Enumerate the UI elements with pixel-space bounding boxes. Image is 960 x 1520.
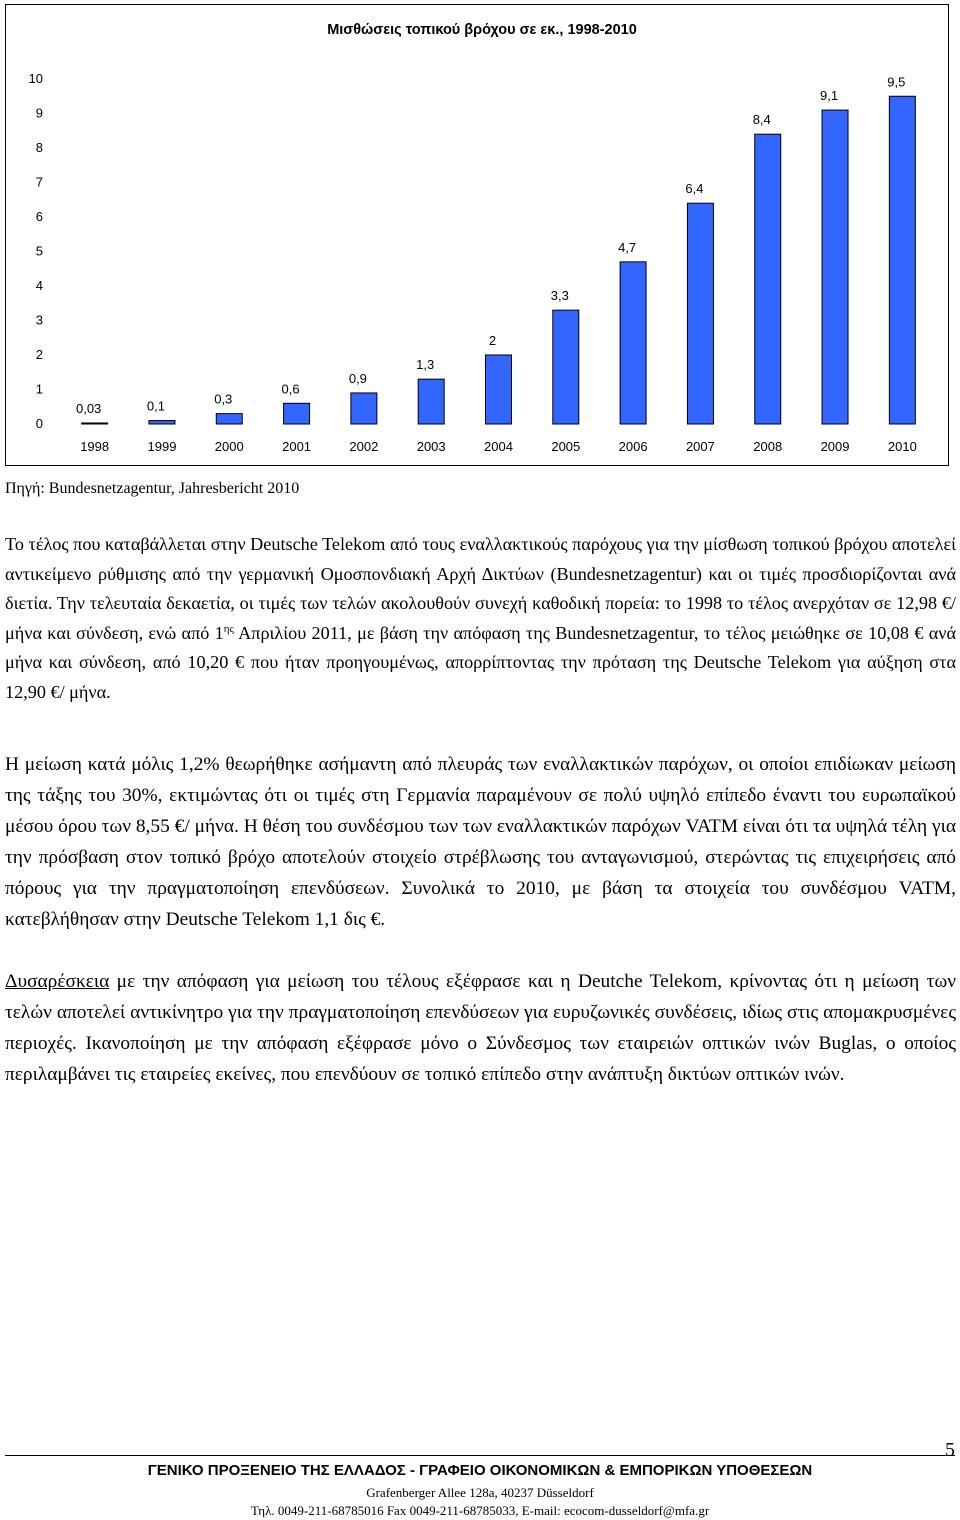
data-label: 8,4 xyxy=(752,112,771,128)
x-tick-label: 1998 xyxy=(80,439,110,454)
paragraph-1-text-continued: Απριλίου 2011, με βάση την απόφαση της Bundesnetzagentur, το τέλος μειώθηκε σε 10,08 € ανά μήνα και σύνδεση, από 10,20 € που ήταν προηγουμένως, απορρίπτοντας την πρόταση της Deutsche Telekom για αύξηση στα 12,90 €/ μήνα. xyxy=(5,622,956,702)
bar xyxy=(486,355,512,424)
data-label: 9,5 xyxy=(887,74,906,90)
bar xyxy=(889,96,915,424)
data-label: 9,1 xyxy=(819,88,839,104)
paragraph-1 xyxy=(5,530,956,707)
x-tick-label: 2010 xyxy=(887,439,917,454)
y-tick-label: 10 xyxy=(28,71,43,86)
bar xyxy=(620,262,646,424)
footer-contact: Τηλ. 0049-211-68785016 Fax 0049-211-68785033, E-mail: ecocom-dusseldorf@mfa.gr xyxy=(250,1503,710,1518)
superscript-ordinal: ης xyxy=(223,622,234,635)
footer-organization: ΓΕΝΙΚΟ ΠΡΟΞΕΝΕΙΟ ΤΗΣ ΕΛΛΑΔΟΣ - ΓΡΑΦΕΙΟ ΟΙΚΟΝΟΜΙΚΩΝ & ΕΜΠΟΡΙΚΩΝ ΥΠΟΘΕΣΕΩΝ xyxy=(147,1462,813,1479)
y-tick-label: 3 xyxy=(35,312,43,328)
data-label: 4,7 xyxy=(618,239,637,255)
x-tick-label: 2002 xyxy=(349,439,379,454)
y-tick-label: 4 xyxy=(35,278,43,293)
data-label: 3,3 xyxy=(550,288,569,304)
y-tick-label: 9 xyxy=(35,105,43,121)
data-label: 0,03 xyxy=(75,400,102,416)
bar xyxy=(553,310,579,424)
x-tick-label: 2008 xyxy=(753,439,783,454)
bar xyxy=(216,414,242,424)
bar xyxy=(149,421,175,424)
y-tick-label: 2 xyxy=(35,347,43,362)
bar xyxy=(418,379,444,424)
x-tick-label: 2006 xyxy=(618,439,648,454)
bar xyxy=(755,134,781,424)
chart-title: Μισθώσεις τοπικού βρόχου σε εκ., 1998-2010 xyxy=(327,22,637,38)
bar xyxy=(687,203,713,424)
bar xyxy=(822,110,848,424)
data-label: 0,6 xyxy=(281,381,300,397)
paragraph-3-text: με την απόφαση για μείωση του τέλους εξέφρασε και η Deutche Telekom, κρίνοντας ότι η μείωση των τελών αποτελεί αντικίνητρο για την πραγματοποίηση επενδύσεων για ευρυζωνικές συνδέσεις, ιδίως στις απομακρυσμένες περιοχές. Ικανοποίηση με την απόφαση εξέφρασε μόνο ο Σύνδεσμος των εταιρειών οπτικών ινών Buglas, ο οποίος περιλαμβάνει τις εταιρείες εκείνες, που επενδύουν σε τοπικό επίπεδο στην ανάπτυξη δικτύων οπτικών ινών. xyxy=(5,971,956,1085)
underlined-word: Δυσαρέσκεια xyxy=(5,971,110,992)
y-tick-label: 5 xyxy=(35,243,43,259)
chart-container xyxy=(5,4,949,466)
page-number: 5 xyxy=(945,1439,955,1461)
data-label: 0,3 xyxy=(214,391,233,407)
data-label: 6,4 xyxy=(685,181,704,197)
x-tick-label: 2003 xyxy=(416,439,446,454)
x-tick-label: 2007 xyxy=(685,439,715,454)
x-tick-label: 2000 xyxy=(214,439,244,454)
x-tick-label: 2009 xyxy=(820,439,850,454)
x-tick-label: 2001 xyxy=(282,439,312,454)
x-axis-labels xyxy=(80,439,917,454)
data-label: 0,9 xyxy=(348,370,367,386)
y-tick-label: 0 xyxy=(35,416,43,431)
paragraph-2: Η μείωση κατά μόλις 1,2% θεωρήθηκε ασήμαντη από πλευράς των εναλλακτικών παρόχων, οι οποίοι επιδίωκαν μείωση της τάξης του 30%, εκτιμώντας ότι οι τιμές στη Γερμανία παραμένουν σε πολύ υψηλό επίπεδο έναντι του ευρωπαϊκού μέσου όρου των 8,55 €/ μήνα. Η θέση του συνδέσμου των των εναλλακτικών παρόχων VATM είναι ότι τα υψηλά τέλη για την πρόσβαση στον τοπικό βρόχο αποτελούν στοιχείο στρέβλωσης του ανταγωνισμού, στερώντας τις επιχειρήσεις από πόρους για την πραγματοποίηση επενδύσεων. Συνολικά το 2010, με βάση τα στοιχεία του συνδέσμου VATM, κατεβλήθησαν στην Deutsche Telekom 1,1 δις €. xyxy=(5,754,956,930)
x-tick-label: 1999 xyxy=(147,439,177,454)
paragraph-1-text: Το τέλος που καταβάλλεται στην Deutsche Telekom από τους εναλλακτικούς παρόχους για την μίσθωση τοπικού βρόχου αποτελεί αντικείμενο ρύθμισης από την γερμανική Ομοσπονδιακή Αρχή Δικτύων (Bundesnetzagentur) και οι τιμές προσδιορίζονται ανά διετία. Την τελευταία δεκαετία, οι τιμές των τελών ακολουθούν συνεχή καθοδική πορεία: το 1998 το τέλος ανερχόταν σε 12,98 €/μήνα και σύνδεση, ενώ από 1 xyxy=(5,534,956,643)
y-tick-label: 8 xyxy=(35,140,43,155)
data-label: 1,3 xyxy=(416,357,435,373)
page-footer xyxy=(0,1435,960,1520)
data-label: 2 xyxy=(488,333,497,348)
y-axis xyxy=(29,71,43,431)
paragraph-3 xyxy=(5,966,956,1090)
source-note: Πηγή: Bundesnetzagentur, Jahresbericht 2010 xyxy=(5,480,300,497)
footer-address: Grafenberger Allee 128a, 40237 Düsseldorf xyxy=(366,1485,594,1500)
y-tick-label: 7 xyxy=(35,174,43,190)
bar xyxy=(82,423,108,424)
x-tick-label: 2005 xyxy=(551,439,581,454)
bar xyxy=(351,393,377,424)
bar-chart xyxy=(6,5,948,465)
y-tick-label: 6 xyxy=(35,209,43,224)
footer-divider xyxy=(5,1455,955,1456)
y-tick-label: 1 xyxy=(35,381,43,397)
x-tick-label: 2004 xyxy=(484,439,513,454)
bar-series xyxy=(82,96,916,424)
data-label: 0,1 xyxy=(146,398,166,414)
bar xyxy=(284,403,310,424)
